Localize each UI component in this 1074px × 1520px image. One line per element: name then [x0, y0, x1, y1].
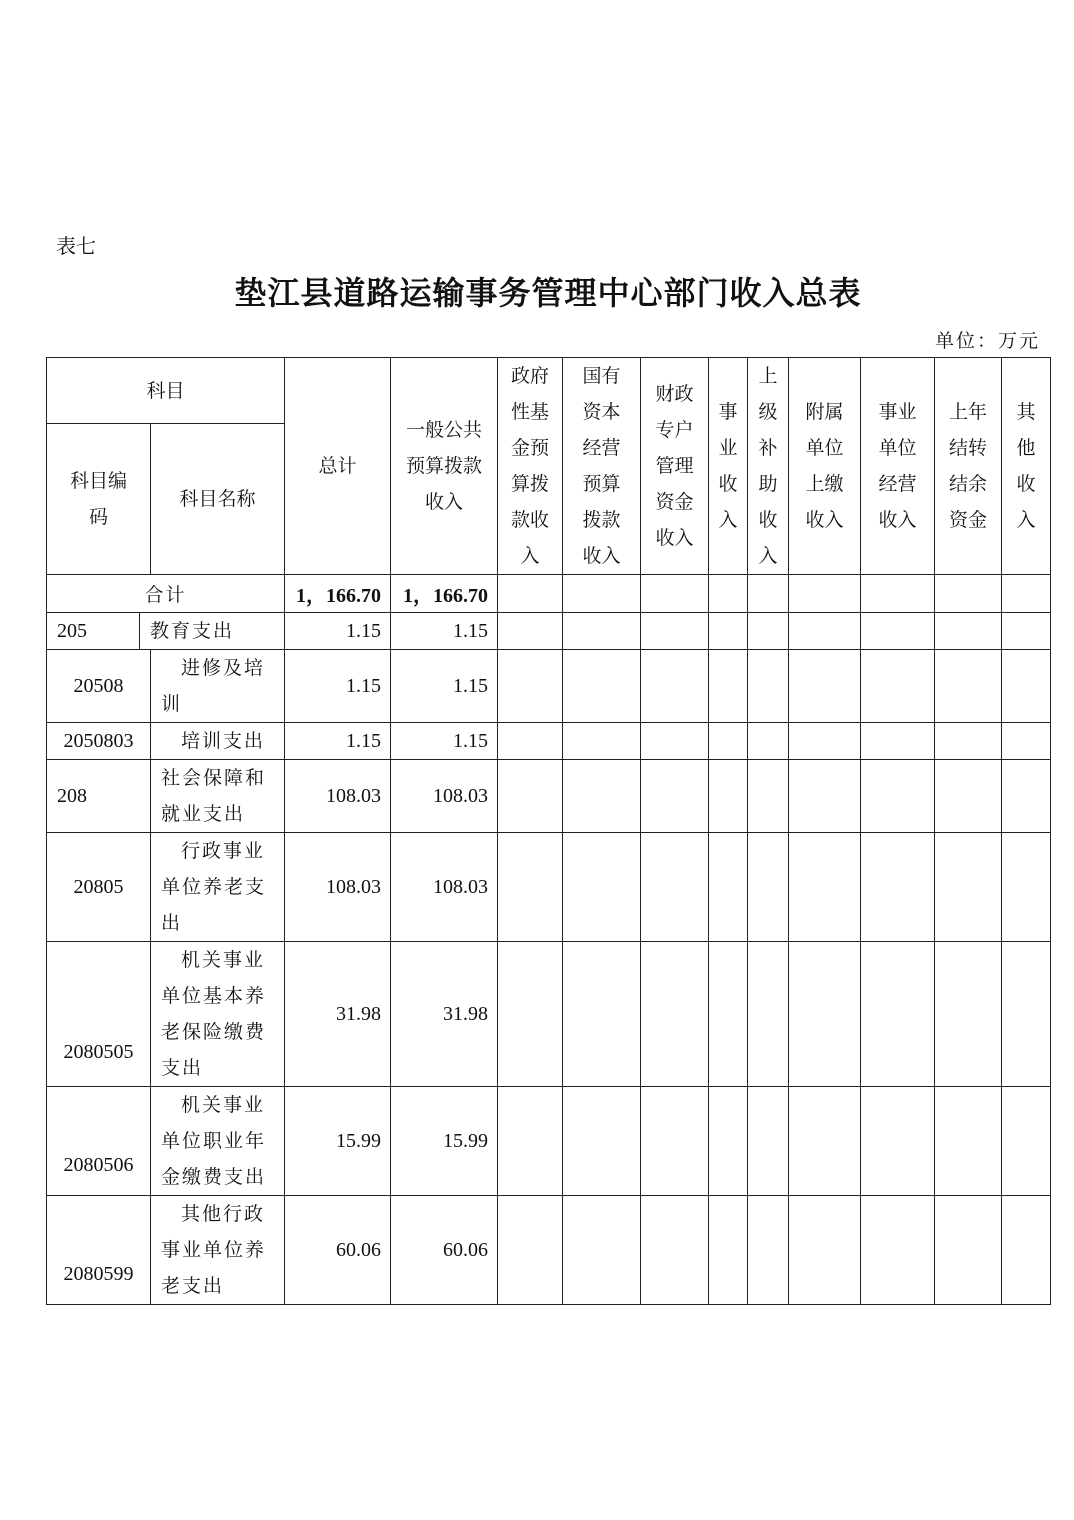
row-name: 行政事业单位养老支出	[151, 833, 285, 942]
header-general-budget: 一般公共 预算拨款 收入	[391, 358, 498, 575]
row-total: 15.99	[285, 1087, 391, 1196]
income-summary-table	[46, 357, 1051, 1305]
header-operation-income: 事业 单位 经营 收入	[861, 358, 935, 575]
header-row-1	[47, 358, 1051, 424]
row-general: 15.99	[391, 1087, 498, 1196]
row-general: 1.15	[391, 613, 498, 650]
header-code: 科目编 码	[47, 424, 151, 575]
table-row	[47, 1087, 1051, 1196]
row-code: 2080506	[47, 1087, 151, 1196]
table-row	[47, 760, 1051, 833]
header-other-income: 其 他 收 入	[1002, 358, 1051, 575]
row-code: 208	[47, 760, 151, 833]
row-general: 108.03	[391, 833, 498, 942]
header-gov-fund: 政府 性基 金预 算拨 款收 入	[498, 358, 563, 575]
row-name: 进修及培训	[151, 650, 285, 723]
row-code: 205	[47, 613, 140, 650]
header-state-capital: 国有 资本 经营 预算 拨款 收入	[563, 358, 641, 575]
row-general: 108.03	[391, 760, 498, 833]
total-label: 合计	[47, 575, 285, 613]
row-total: 1.15	[285, 613, 391, 650]
row-total: 31.98	[285, 942, 391, 1087]
row-general: 1.15	[391, 723, 498, 760]
row-name: 其他行政事业单位养老支出	[151, 1196, 285, 1305]
table-row	[47, 613, 1051, 650]
table-row	[47, 833, 1051, 942]
table-number-label: 表七	[56, 234, 96, 258]
row-total: 60.06	[285, 1196, 391, 1305]
table-row	[47, 942, 1051, 1087]
table-row	[47, 650, 1051, 723]
unit-label: 单位：万元	[934, 330, 1040, 352]
row-general: 1.15	[391, 650, 498, 723]
header-fiscal-special: 财政 专户 管理 资金 收入	[641, 358, 709, 575]
row-code: 20508	[47, 650, 151, 723]
total-total: 1，166.70	[285, 575, 391, 613]
row-name: 机关事业单位基本养老保险缴费支出	[151, 942, 285, 1087]
header-carryover: 上年 结转 结余 资金	[935, 358, 1002, 575]
total-general: 1，166.70	[391, 575, 498, 613]
header-name: 科目名称	[151, 424, 285, 575]
header-superior-subsidy: 上 级 补 助 收 入	[748, 358, 789, 575]
total-row	[47, 575, 1051, 613]
header-business-income: 事 业 收 入	[709, 358, 748, 575]
row-total: 1.15	[285, 650, 391, 723]
row-general: 31.98	[391, 942, 498, 1087]
row-total: 108.03	[285, 760, 391, 833]
row-code: 2080505	[47, 942, 151, 1087]
header-total: 总计	[285, 358, 391, 575]
row-total: 1.15	[285, 723, 391, 760]
header-affiliated-income: 附属 单位 上缴 收入	[789, 358, 861, 575]
row-total: 108.03	[285, 833, 391, 942]
header-subject: 科目	[47, 358, 285, 424]
row-code: 2080599	[47, 1196, 151, 1305]
page-title: 垫江县道路运输事务管理中心部门收入总表	[234, 274, 862, 312]
row-code: 20805	[47, 833, 151, 942]
row-name: 教育支出	[140, 613, 285, 650]
row-name: 机关事业单位职业年金缴费支出	[151, 1087, 285, 1196]
row-general: 60.06	[391, 1196, 498, 1305]
row-name: 社会保障和就业支出	[151, 760, 285, 833]
table-row	[47, 1196, 1051, 1305]
table-row	[47, 723, 1051, 760]
row-name: 培训支出	[151, 723, 285, 760]
row-code: 2050803	[47, 723, 151, 760]
